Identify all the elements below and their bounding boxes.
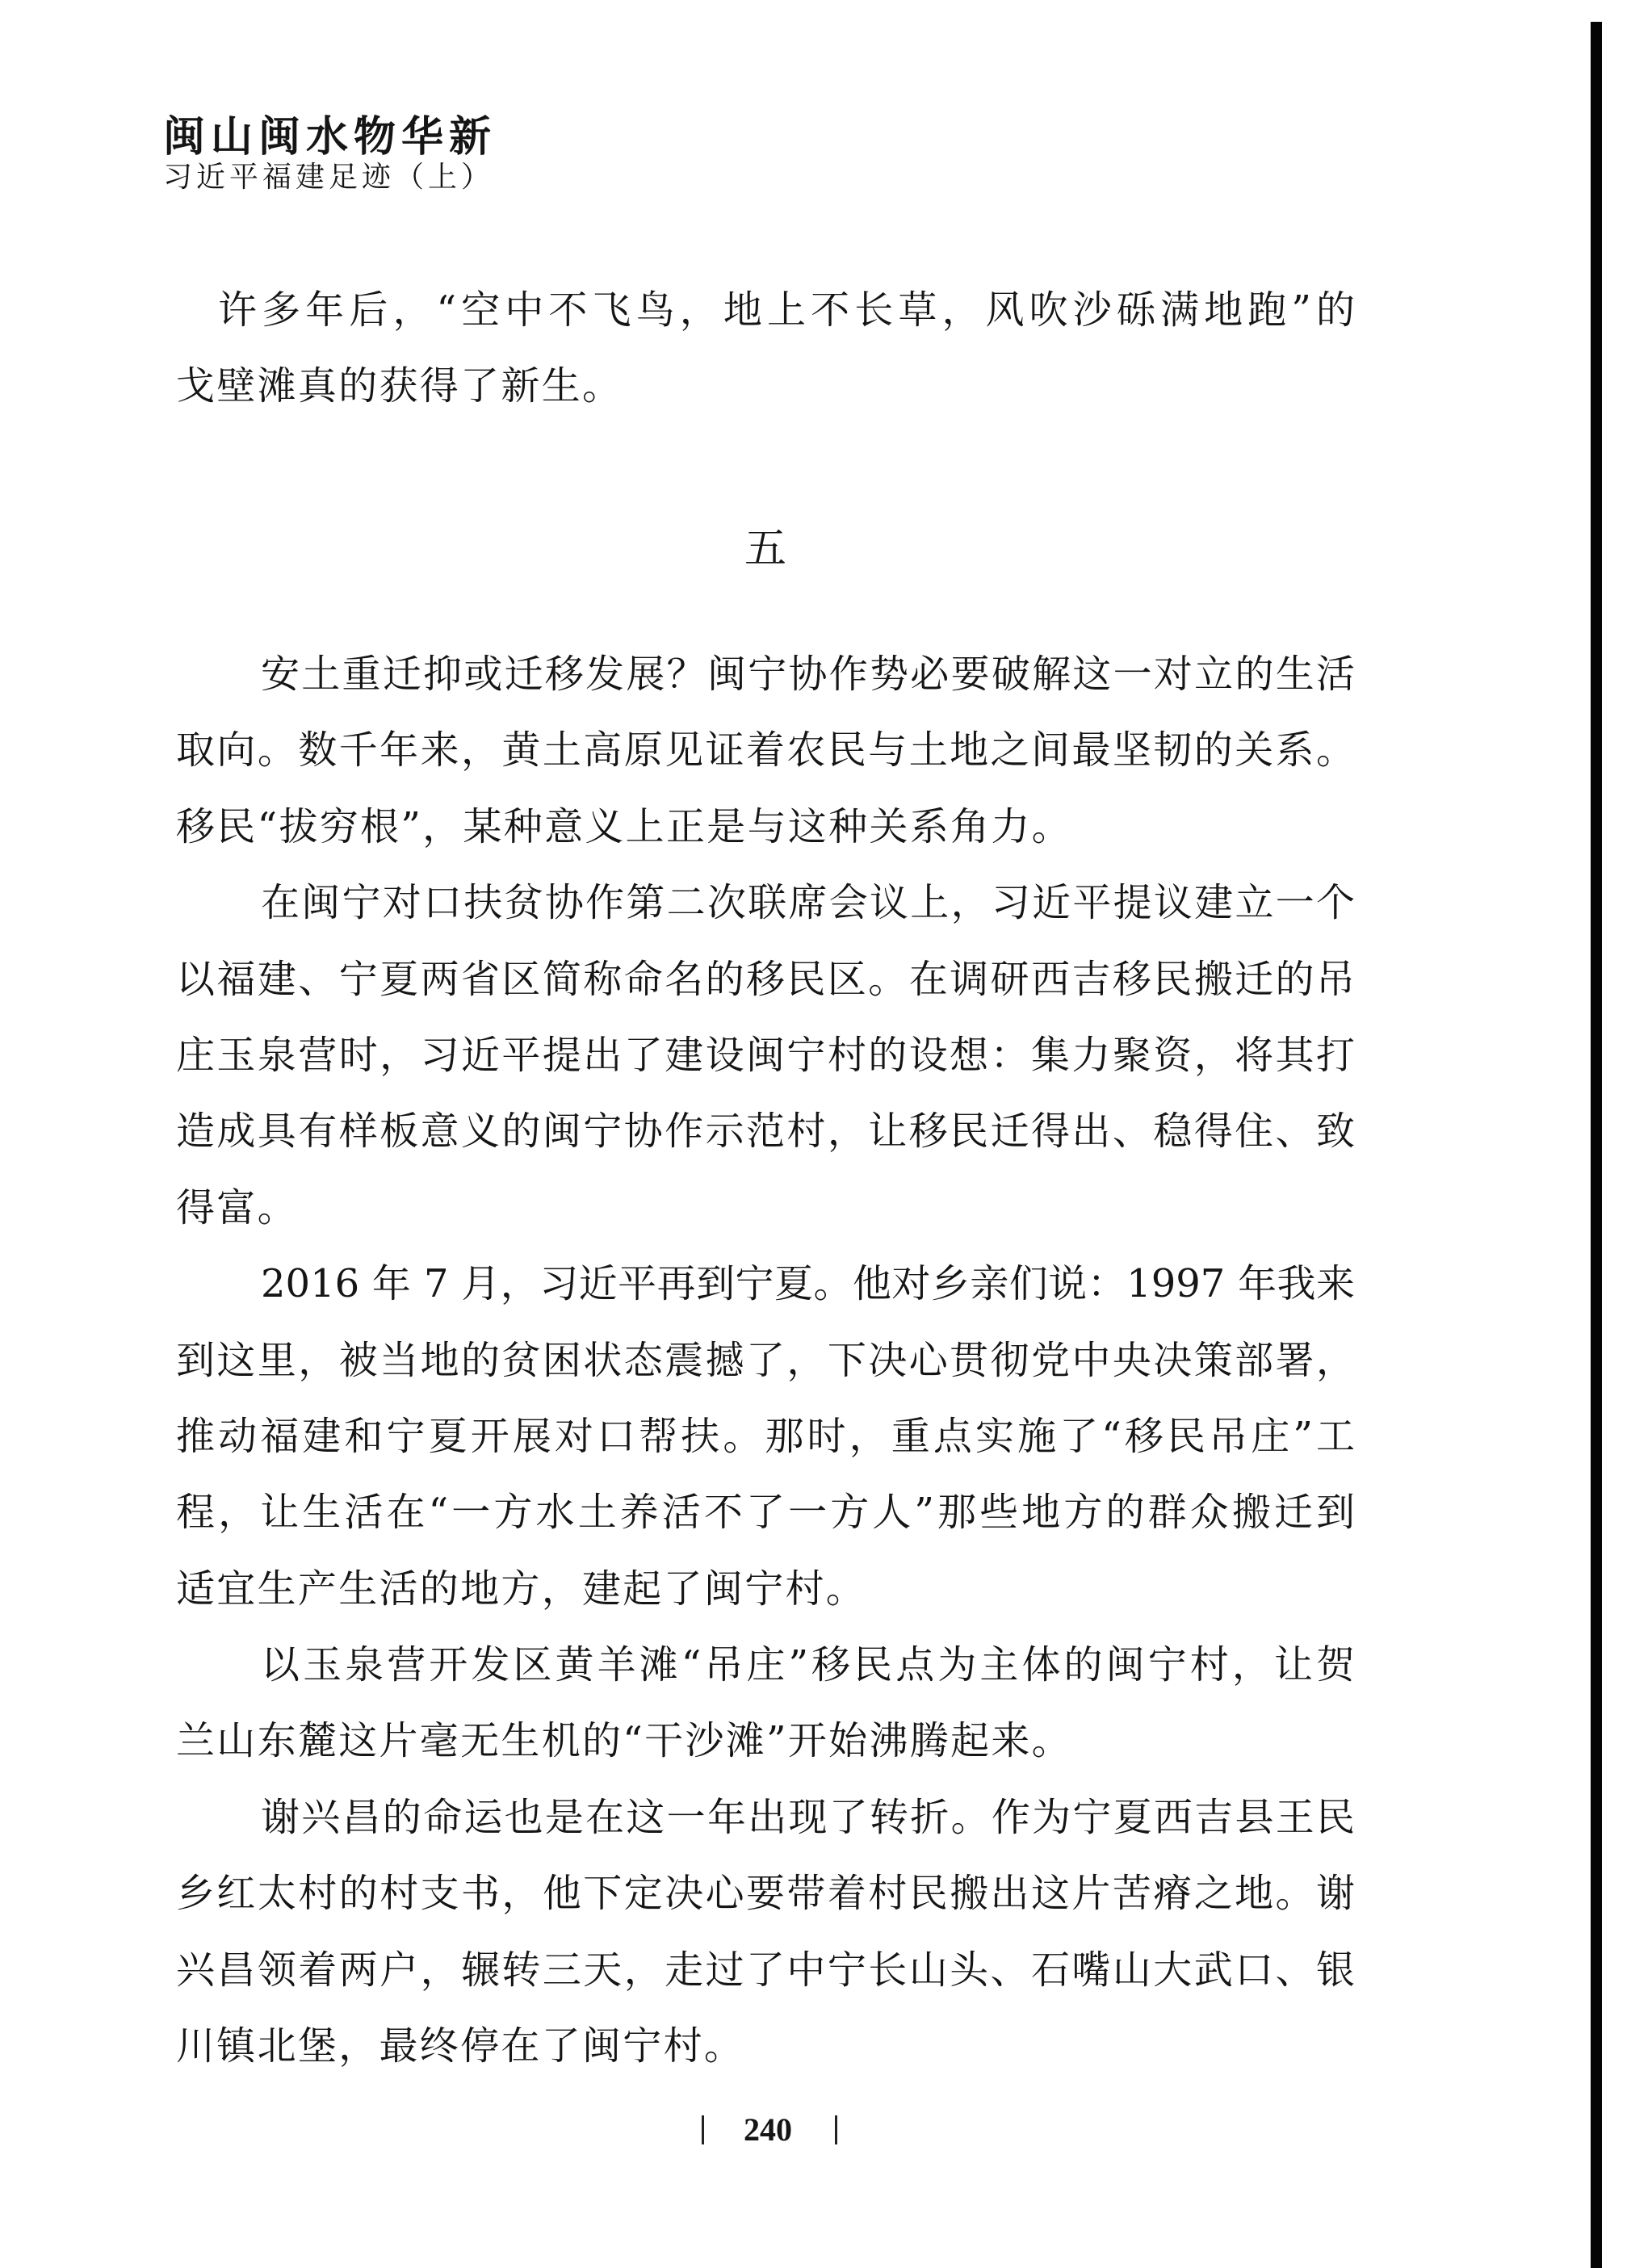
text-line: 推动福建和宁夏开展对口帮扶。那时，重点实施了“移民吊庄”工 <box>176 1413 1355 1459</box>
paragraph <box>176 272 1355 425</box>
text-line: 得富。 <box>176 1184 298 1230</box>
paragraph <box>176 636 1355 865</box>
text-line: 兰山东麓这片毫无生机的“干沙滩”开始沸腾起来。 <box>176 1718 1072 1764</box>
paragraph <box>176 1627 1355 1780</box>
page-number-rule-right <box>835 2115 837 2144</box>
text-line: 庄玉泉营时，习近平提出了建设闽宁村的设想：集力聚资，将其打 <box>176 1032 1355 1078</box>
main-text <box>176 636 1355 2084</box>
text-line: 谢兴昌的命运也是在这一年出现了转折。作为宁夏西吉县王民 <box>261 1794 1355 1840</box>
book-title: 习近平福建足迹（上） <box>163 161 495 194</box>
text-line: 移民“拔穷根”，某种意义上正是与这种关系角力。 <box>176 803 1072 849</box>
paragraph <box>176 865 1355 1246</box>
text-line: 以福建、宁夏两省区简称命名的移民区。在调研西吉移民搬迁的吊 <box>176 956 1355 1002</box>
text-line: 兴昌领着两户，辗转三天，走过了中宁长山头、石嘴山大武口、银 <box>176 1947 1355 1993</box>
text-line: 2016 年 7 月，习近平再到宁夏。他对乡亲们说：1997 年我来 <box>261 1261 1355 1307</box>
text-line: 到这里，被当地的贫困状态震撼了，下决心贯彻党中央决策部署， <box>176 1337 1355 1383</box>
scan-page-edge <box>1591 22 1602 2268</box>
text-line: 戈壁滩真的获得了新生。 <box>176 363 623 409</box>
text-line: 川镇北堡，最终停在了闽宁村。 <box>176 2023 745 2069</box>
series-title: 闽山闽水物华新 <box>163 112 497 161</box>
text-line: 造成具有样板意义的闽宁协作示范村，让移民迁得出、稳得住、致 <box>176 1109 1355 1155</box>
text-line: 安土重迁抑或迁移发展？闽宁协作势必要破解这一对立的生活 <box>261 652 1355 697</box>
text-line: 适宜生产生活的地方，建起了闽宁村。 <box>176 1566 867 1612</box>
page-number: 240 <box>744 2111 792 2148</box>
paragraph <box>176 1780 1355 2085</box>
page-number-rule-left <box>702 2115 704 2144</box>
text-line: 以玉泉营开发区黄羊滩“吊庄”移民点为主体的闽宁村，让贺 <box>261 1642 1355 1688</box>
section-heading: 五 <box>744 525 786 573</box>
text-line: 在闽宁对口扶贫协作第二次联席会议上，习近平提议建立一个 <box>261 880 1355 926</box>
text-line: 程，让生活在“一方水土养活不了一方人”那些地方的群众搬迁到 <box>176 1490 1355 1536</box>
paragraph <box>176 1246 1355 1627</box>
text-line: 许多年后，“空中不飞鸟，地上不长草，风吹沙砾满地跑”的 <box>218 287 1355 333</box>
text-line: 取向。数千年来，黄土高原见证着农民与土地之间最坚韧的关系。 <box>176 727 1355 773</box>
text-line: 乡红太村的村支书，他下定决心要带着村民搬出这片苦瘠之地。谢 <box>176 1871 1355 1917</box>
